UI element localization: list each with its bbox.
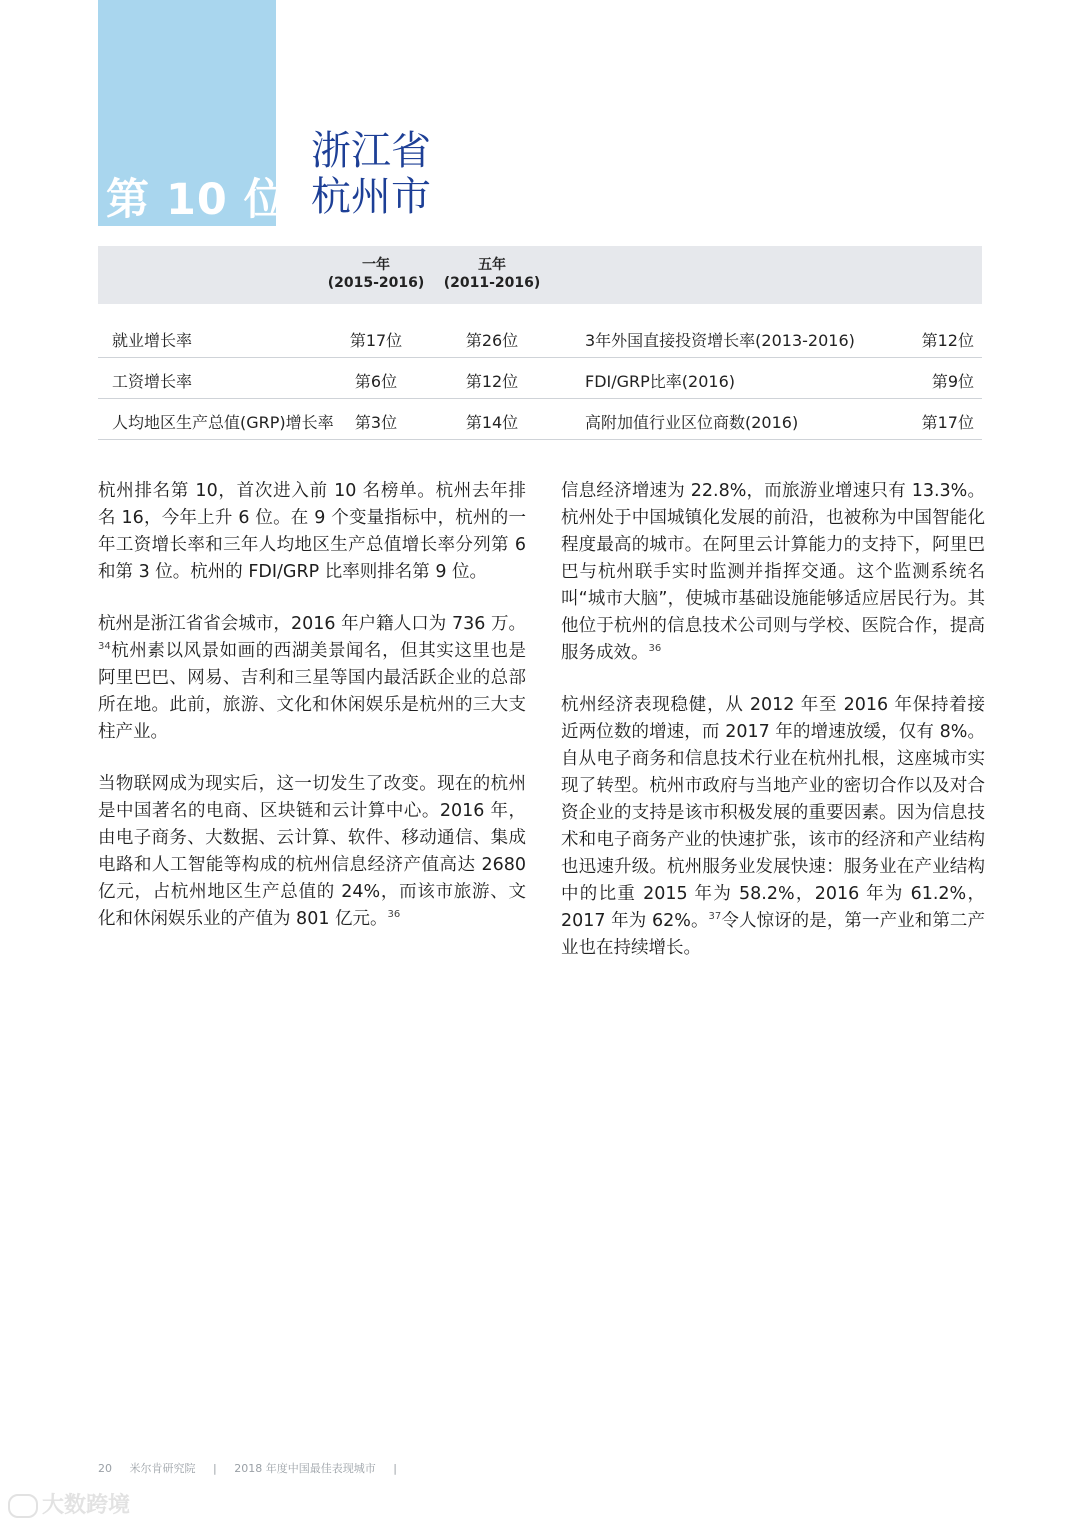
header-one-year — [326, 256, 426, 292]
paragraph-text: 当物联网成为现实后，这一切发生了改变。现在的杭州是中国著名的电商、区块链和云计算中心。2016 年，由电子商务、大数据、云计算、软件、移动通信、集成电路和人工智能等构成的杭州信息经济产值高达 2680 亿元，占杭州地区生产总值的 24%，而该市旅游、文化和休闲娱乐业的产值为 801 亿元。 — [98, 774, 526, 929]
watermark-logo-icon — [8, 1494, 38, 1518]
text-column-right — [561, 478, 985, 987]
footer-org: 米尔肯研究院 — [129, 1462, 196, 1475]
table-row — [98, 317, 982, 358]
page-footer — [98, 1460, 411, 1476]
table-row — [98, 358, 982, 399]
rankings-table — [98, 246, 982, 440]
paragraph — [561, 692, 985, 962]
table-header — [98, 246, 982, 304]
paragraph-text: 令人惊讶的是，第一产业和第二产业也在持续增长。 — [561, 911, 985, 958]
paragraph-text: 杭州是浙江省省会城市，2016 年户籍人口为 736 万。 — [98, 614, 526, 634]
row-label-right: 高附加值行业区位商数(2016) — [585, 413, 799, 432]
row-label: 工资增长率 — [112, 372, 193, 391]
province-name: 浙江省 — [311, 128, 431, 174]
header-five-year-range: (2011-2016) — [443, 275, 541, 291]
paragraph — [98, 771, 526, 933]
header-one-year-range: (2015-2016) — [327, 275, 425, 291]
paragraph — [561, 478, 985, 667]
footer-separator: | — [213, 1462, 217, 1475]
row-label-right: FDI/GRP比率(2016) — [585, 372, 736, 391]
row-label-right: 3年外国直接投资增长率(2013-2016) — [585, 331, 855, 350]
header-five-year — [440, 256, 544, 292]
paragraph-text: 杭州经济表现稳健，从 2012 年至 2016 年保持着接近两位数的增速，而 2017 年的增速放缓，仅有 8%。自从电子商务和信息技术行业在杭州扎根，这座城市实现了转型。杭州市政府与当地产业的密切合作以及对合资企业的支持是该市积极发展的重要因素。因为信息技术和电子商务产业的快速扩张，该市的经济和产业结构也迅速升级。杭州服务业发展快速：服务业在产业结构中的比重 2015 年为 58.2%，2016 年为 61.2%，2017 年为 62%。 — [561, 695, 985, 931]
footnote-ref: 36 — [387, 909, 401, 920]
paragraph — [98, 611, 526, 746]
footnote-ref: 34 — [98, 641, 111, 652]
row-label: 人均地区生产总值(GRP)增长率 — [112, 413, 334, 432]
page-number: 20 — [98, 1462, 112, 1475]
row-one-year: 第6位 — [354, 372, 398, 391]
row-rank-right: 第17位 — [921, 413, 974, 432]
footer-separator: | — [393, 1462, 397, 1475]
watermark-text: 大数跨境 — [42, 1493, 131, 1518]
header-one-year-label: 一年 — [362, 257, 390, 273]
row-five-year: 第14位 — [465, 413, 519, 432]
row-label: 就业增长率 — [112, 331, 193, 350]
rank-label: 第 10 位 — [106, 175, 288, 225]
footnote-ref: 37 — [708, 911, 722, 922]
footnote-ref: 36 — [648, 643, 662, 654]
row-five-year: 第12位 — [465, 372, 519, 391]
paragraph: 杭州排名第 10，首次进入前 10 名榜单。杭州去年排名 16，今年上升 6 位。在 9 个变量指标中，杭州的一年工资增长率和三年人均地区生产总值增长率分列第 6 和第 3 位。杭州的 FDI/GRP 比率则排名第 9 位。 — [98, 481, 526, 582]
paragraph-text: 信息经济增速为 22.8%，而旅游业增速只有 13.3%。杭州处于中国城镇化发展的前沿，也被称为中国智能化程度最高的城市。在阿里云计算能力的支持下，阿里巴巴与杭州联手实时监测并指挥交通。这个监测系统名叫“城市大脑”，使城市基础设施能够适应居民行为。其他位于杭州的信息技术公司则与学校、医院合作，提高服务成效。 — [561, 481, 985, 663]
text-column-left — [98, 478, 526, 958]
city-name: 杭州市 — [311, 174, 431, 220]
header-five-year-label: 五年 — [478, 257, 506, 273]
paragraph-text: 杭州素以风景如画的西湖美景闻名，但其实这里也是阿里巴巴、网易、吉利和三星等国内最活跃企业的总部所在地。此前，旅游、文化和休闲娱乐是杭州的三大支柱产业。 — [98, 641, 526, 742]
table-row — [98, 399, 982, 440]
row-one-year: 第3位 — [354, 413, 398, 432]
page-title — [311, 128, 431, 220]
row-one-year: 第17位 — [349, 331, 403, 350]
row-five-year: 第26位 — [465, 331, 519, 350]
footer-title: 2018 年度中国最佳表现城市 — [234, 1462, 376, 1475]
watermark — [8, 1488, 130, 1519]
row-rank-right: 第12位 — [921, 331, 974, 350]
row-rank-right: 第9位 — [931, 372, 974, 391]
